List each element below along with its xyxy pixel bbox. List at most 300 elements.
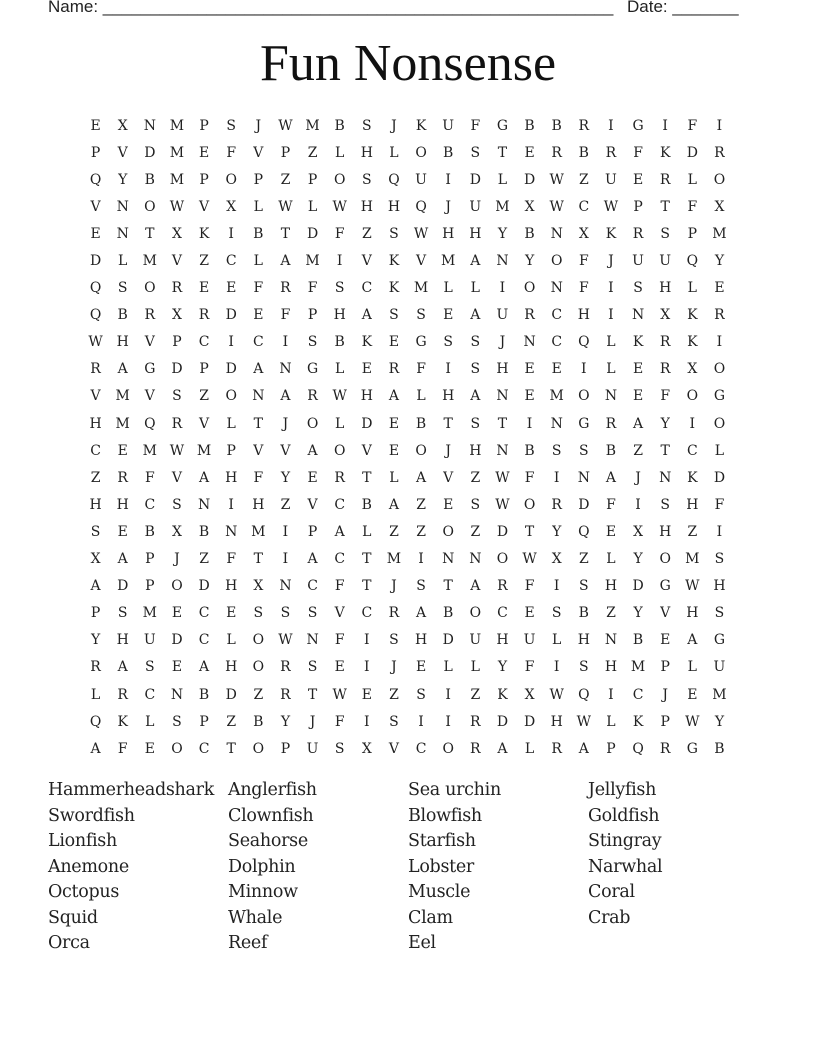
grid-cell: S — [362, 117, 372, 134]
grid-cell: R — [388, 361, 400, 378]
grid-cell: E — [361, 686, 372, 703]
grid-cell: E — [117, 523, 128, 540]
grid-cell: N — [197, 496, 211, 513]
grid-cell: S — [334, 280, 345, 297]
grid-cell: U — [415, 171, 427, 188]
grid-cell: S — [117, 280, 128, 297]
grid-cell: I — [608, 280, 614, 297]
grid-cell: C — [144, 686, 156, 703]
grid-cell: V — [307, 496, 318, 513]
grid-cell: F — [334, 225, 345, 242]
grid-cell: Q — [89, 171, 102, 188]
grid-cell: P — [606, 740, 616, 757]
grid-cell: M — [712, 686, 727, 703]
grid-cell: O — [523, 280, 536, 297]
grid-cell: S — [470, 415, 481, 432]
grid-cell: X — [171, 307, 182, 324]
grid-cell: H — [469, 225, 482, 242]
grid-cell: I — [689, 415, 696, 432]
grid-cell: Z — [389, 686, 399, 703]
word-list-item: Squid — [48, 907, 98, 928]
grid-cell: K — [198, 225, 210, 242]
grid-cell: E — [443, 496, 454, 513]
grid-cell: Z — [253, 686, 264, 703]
grid-cell: D — [117, 578, 129, 595]
grid-cell: B — [334, 334, 345, 351]
word-list-item: Stingray — [588, 831, 662, 851]
grid-cell: K — [687, 334, 698, 351]
grid-cell: Z — [416, 523, 426, 540]
grid-cell: D — [89, 253, 102, 270]
grid-cell: T — [145, 225, 155, 242]
grid-cell: S — [579, 442, 589, 459]
grid-cell: O — [225, 388, 237, 405]
grid-cell: G — [713, 632, 726, 649]
grid-cell: T — [307, 686, 318, 703]
word-list-item: Jellyfish — [588, 780, 657, 800]
grid-cell: M — [305, 117, 320, 134]
grid-cell: K — [361, 334, 373, 351]
grid-cell: B — [605, 442, 617, 459]
grid-cell: A — [199, 469, 210, 486]
grid-cell: W — [549, 686, 564, 703]
grid-cell: L — [443, 659, 453, 676]
grid-cell: F — [633, 144, 643, 161]
grid-cell: M — [251, 523, 266, 540]
grid-cell: D — [523, 713, 536, 730]
grid-cell: Q — [144, 415, 156, 432]
grid-cell: H — [360, 144, 373, 161]
grid-cell: Q — [686, 253, 699, 270]
grid-cell: P — [253, 171, 264, 188]
grid-cell: R — [659, 361, 671, 378]
grid-cell: Z — [470, 686, 481, 703]
grid-cell: D — [632, 578, 644, 595]
grid-cell: R — [280, 659, 291, 676]
grid-cell: I — [581, 361, 587, 378]
grid-cell: F — [226, 551, 237, 568]
grid-cell: D — [713, 469, 726, 486]
grid-cell: P — [660, 659, 670, 676]
grid-cell: E — [632, 361, 644, 378]
grid-cell: N — [225, 523, 238, 540]
grid-cell: W — [685, 713, 700, 730]
grid-cell: D — [578, 496, 590, 513]
grid-cell: C — [578, 198, 590, 215]
grid-cell: E — [117, 442, 128, 459]
grid-cell: I — [716, 117, 723, 134]
grid-cell: S — [145, 659, 155, 676]
grid-cell: B — [144, 523, 155, 540]
grid-cell: B — [578, 144, 589, 161]
grid-cell: S — [579, 659, 589, 676]
grid-cell: P — [307, 523, 318, 540]
grid-cell: J — [662, 686, 668, 703]
grid-cell: B — [443, 144, 454, 161]
grid-cell: D — [198, 578, 210, 595]
grid-cell: P — [660, 713, 670, 730]
word-list-item: Starfish — [408, 831, 476, 851]
grid-cell: H — [116, 496, 129, 513]
name-field-label: Name: ______________________________________________________ — [48, 0, 614, 16]
grid-cell: O — [171, 578, 183, 595]
grid-cell: V — [660, 605, 671, 622]
grid-cell: N — [523, 334, 536, 351]
grid-cell: B — [415, 415, 427, 432]
grid-cell: S — [307, 605, 318, 622]
grid-cell: R — [578, 117, 590, 134]
grid-cell: N — [116, 225, 129, 242]
grid-cell: W — [169, 198, 185, 215]
grid-cell: H — [659, 523, 672, 540]
grid-cell: C — [225, 253, 237, 270]
grid-cell: P — [145, 551, 155, 568]
grid-cell: H — [225, 469, 238, 486]
grid-cell: V — [171, 253, 182, 270]
grid-cell: A — [416, 605, 427, 622]
grid-cell: V — [144, 388, 155, 405]
grid-cell: W — [522, 551, 537, 568]
grid-cell: O — [171, 740, 183, 757]
grid-cell: O — [333, 171, 346, 188]
grid-cell: E — [524, 144, 535, 161]
grid-cell: W — [332, 198, 347, 215]
grid-cell: R — [117, 469, 128, 486]
grid-cell: D — [171, 361, 183, 378]
grid-cell: S — [307, 334, 318, 351]
grid-cell: D — [144, 144, 156, 161]
grid-cell: K — [687, 469, 698, 486]
grid-cell: Z — [226, 713, 237, 730]
grid-cell: K — [388, 253, 400, 270]
grid-cell: V — [117, 144, 128, 161]
grid-cell: O — [686, 388, 699, 405]
grid-cell: N — [659, 469, 672, 486]
word-list-item: Anemone — [48, 856, 129, 877]
grid-cell: U — [496, 307, 509, 324]
grid-cell: K — [687, 307, 698, 324]
grid-cell: A — [199, 659, 210, 676]
grid-cell: Y — [524, 253, 535, 270]
grid-cell: F — [687, 198, 698, 215]
grid-cell: G — [578, 415, 590, 432]
word-list-item: Reef — [228, 933, 268, 953]
grid-cell: C — [334, 551, 346, 568]
grid-cell: R — [714, 144, 725, 161]
grid-cell: E — [198, 144, 210, 161]
grid-cell: F — [524, 469, 535, 486]
grid-cell: I — [282, 334, 289, 351]
word-list-item: Octopus — [48, 882, 120, 902]
grid-cell: J — [635, 469, 641, 486]
word-list-item: Dolphin — [228, 856, 296, 877]
grid-cell: A — [388, 496, 399, 513]
grid-cell: S — [470, 496, 481, 513]
grid-cell: Z — [470, 469, 481, 486]
grid-cell: A — [687, 632, 698, 649]
grid-cell: H — [686, 605, 699, 622]
grid-cell: M — [142, 442, 157, 459]
grid-cell: Y — [552, 523, 562, 540]
grid-cell: E — [253, 307, 264, 324]
grid-cell: L — [416, 388, 426, 405]
grid-cell: V — [388, 740, 399, 757]
grid-cell: J — [174, 551, 180, 568]
grid-cell: H — [225, 659, 238, 676]
word-list-item: Lionfish — [48, 831, 117, 851]
grid-cell: L — [389, 469, 399, 486]
grid-cell: R — [524, 307, 535, 324]
word-list-item: Swordfish — [48, 805, 135, 826]
grid-cell: N — [577, 469, 590, 486]
grid-cell: O — [713, 171, 726, 188]
grid-cell: P — [199, 171, 209, 188]
grid-cell: M — [305, 253, 320, 270]
grid-cell: O — [578, 388, 590, 405]
grid-cell: M — [386, 551, 402, 568]
grid-cell: S — [470, 334, 481, 351]
grid-cell: N — [279, 361, 292, 378]
grid-cell: Y — [714, 713, 725, 730]
grid-cell: I — [716, 334, 723, 351]
grid-cell: W — [495, 496, 510, 513]
grid-cell: N — [252, 388, 265, 405]
grid-cell: H — [442, 225, 455, 242]
grid-cell: A — [280, 253, 291, 270]
grid-cell: N — [496, 253, 509, 270]
grid-cell: T — [253, 551, 263, 568]
grid-cell: V — [199, 415, 210, 432]
date-field-label: Date: _______ — [627, 0, 739, 16]
grid-cell: I — [228, 334, 234, 351]
grid-cell: E — [388, 442, 400, 459]
grid-cell: C — [334, 496, 346, 513]
grid-cell: W — [495, 469, 510, 486]
grid-cell: S — [362, 171, 372, 188]
grid-cell: Z — [307, 144, 318, 161]
grid-cell: M — [196, 442, 212, 459]
grid-cell: L — [687, 171, 697, 188]
grid-cell: A — [578, 740, 589, 757]
grid-cell: S — [416, 686, 426, 703]
grid-cell: R — [659, 334, 671, 351]
grid-cell: L — [118, 253, 128, 270]
grid-cell: L — [687, 280, 697, 297]
grid-cell: F — [524, 578, 535, 595]
grid-cell: W — [549, 198, 564, 215]
grid-cell: H — [116, 334, 129, 351]
grid-cell: S — [714, 605, 725, 622]
grid-cell: S — [226, 117, 236, 134]
grid-cell: Q — [89, 280, 102, 297]
grid-cell: X — [660, 307, 671, 324]
grid-cell: F — [226, 144, 237, 161]
grid-cell: R — [334, 469, 345, 486]
grid-cell: P — [199, 361, 209, 378]
grid-cell: G — [306, 361, 319, 378]
grid-cell: H — [713, 578, 726, 595]
grid-cell: H — [469, 442, 482, 459]
grid-cell: A — [90, 740, 101, 757]
grid-cell: T — [362, 578, 372, 595]
grid-cell: X — [226, 198, 237, 215]
grid-cell: C — [252, 334, 264, 351]
grid-cell: Q — [89, 307, 102, 324]
word-list-item: Minnow — [228, 882, 298, 902]
grid-cell: C — [198, 605, 210, 622]
grid-cell: T — [660, 442, 670, 459]
grid-cell: I — [364, 659, 370, 676]
grid-cell: O — [225, 171, 237, 188]
grid-cell: S — [660, 496, 670, 513]
grid-cell: S — [389, 632, 399, 649]
grid-cell: X — [714, 198, 725, 215]
grid-cell: I — [445, 713, 451, 730]
grid-cell: J — [255, 117, 262, 134]
grid-cell: R — [280, 280, 291, 297]
grid-cell: P — [172, 334, 182, 351]
grid-cell: N — [550, 225, 563, 242]
grid-cell: E — [307, 469, 318, 486]
grid-cell: F — [280, 307, 291, 324]
grid-cell: N — [631, 307, 645, 324]
grid-cell: O — [469, 605, 482, 622]
grid-cell: L — [335, 415, 345, 432]
grid-cell: X — [524, 686, 535, 703]
grid-cell: Z — [199, 551, 209, 568]
grid-cell: N — [550, 280, 563, 297]
grid-cell: E — [443, 307, 454, 324]
word-list-item: Whale — [228, 907, 283, 928]
grid-cell: F — [578, 253, 589, 270]
grid-cell: H — [604, 578, 618, 595]
grid-cell: S — [389, 307, 399, 324]
grid-cell: D — [225, 686, 237, 703]
grid-cell: P — [90, 605, 101, 622]
grid-cell: X — [90, 551, 101, 568]
word-list-item: Orca — [48, 933, 90, 953]
grid-cell: U — [469, 632, 482, 649]
grid-cell: G — [415, 334, 427, 351]
word-list-item: Clam — [408, 907, 453, 928]
grid-cell: H — [387, 198, 401, 215]
grid-cell: A — [470, 307, 481, 324]
grid-cell: L — [253, 198, 263, 215]
grid-cell: S — [579, 578, 589, 595]
grid-cell: Y — [497, 225, 508, 242]
grid-cell: C — [551, 307, 563, 324]
grid-cell: T — [660, 198, 670, 215]
grid-cell: F — [578, 280, 589, 297]
grid-cell: D — [496, 713, 509, 730]
grid-cell: X — [578, 225, 589, 242]
grid-cell: I — [336, 253, 343, 270]
grid-cell: K — [632, 334, 644, 351]
grid-cell: A — [117, 361, 128, 378]
grid-cell: Q — [578, 686, 590, 703]
grid-cell: U — [659, 253, 672, 270]
grid-cell: D — [686, 144, 698, 161]
grid-cell: L — [307, 198, 318, 215]
grid-cell: R — [659, 171, 671, 188]
grid-cell: W — [278, 117, 293, 134]
grid-cell: S — [714, 551, 725, 568]
grid-cell: X — [524, 198, 535, 215]
grid-cell: H — [550, 713, 563, 730]
grid-cell: X — [253, 578, 264, 595]
grid-cell: B — [443, 605, 454, 622]
grid-cell: L — [497, 171, 508, 188]
grid-cell: Z — [416, 496, 426, 513]
grid-cell: R — [551, 144, 562, 161]
grid-cell: I — [282, 551, 289, 568]
grid-cell: M — [630, 659, 646, 676]
grid-cell: D — [496, 523, 509, 540]
word-list-item: Seahorse — [228, 831, 308, 851]
grid-cell: N — [279, 578, 292, 595]
grid-cell: A — [307, 551, 318, 568]
grid-cell: E — [90, 225, 101, 242]
grid-cell: F — [687, 117, 698, 134]
grid-cell: B — [198, 686, 210, 703]
grid-cell: L — [362, 523, 372, 540]
grid-cell: A — [117, 551, 128, 568]
grid-cell: N — [116, 198, 129, 215]
grid-cell: O — [144, 198, 156, 215]
grid-cell: W — [278, 198, 293, 215]
word-list-item: Anglerfish — [228, 780, 317, 800]
word-column — [408, 778, 588, 957]
grid-cell: V — [280, 442, 291, 459]
grid-cell: A — [497, 740, 508, 757]
grid-cell: A — [605, 469, 616, 486]
grid-cell: F — [660, 388, 671, 405]
grid-cell: G — [632, 117, 644, 134]
grid-cell: Y — [90, 632, 101, 649]
grid-cell: S — [660, 225, 670, 242]
grid-cell: V — [361, 253, 372, 270]
grid-cell: B — [578, 605, 589, 622]
grid-cell: I — [228, 496, 234, 513]
grid-cell: H — [225, 578, 238, 595]
grid-cell: X — [551, 551, 562, 568]
grid-cell: Z — [361, 225, 372, 242]
grid-cell: H — [414, 632, 428, 649]
grid-cell: X — [171, 225, 182, 242]
grid-cell: B — [524, 117, 535, 134]
word-list — [48, 778, 788, 957]
grid-cell: J — [608, 253, 614, 270]
grid-cell: F — [714, 496, 725, 513]
grid-cell: L — [714, 442, 725, 459]
grid-cell: M — [142, 605, 157, 622]
grid-cell: Y — [633, 605, 643, 622]
grid-cell: O — [550, 253, 563, 270]
grid-cell: T — [497, 415, 508, 432]
grid-cell: E — [524, 388, 535, 405]
grid-cell: P — [90, 144, 101, 161]
grid-cell: U — [523, 632, 536, 649]
grid-cell: P — [199, 713, 209, 730]
word-column — [228, 778, 408, 957]
grid-cell: O — [252, 659, 265, 676]
grid-cell: W — [88, 334, 103, 351]
word-list-item: Hammerheadshark — [48, 780, 215, 800]
grid-cell: B — [524, 442, 535, 459]
grid-cell: V — [144, 334, 155, 351]
grid-cell: V — [90, 388, 101, 405]
grid-cell: D — [361, 415, 373, 432]
